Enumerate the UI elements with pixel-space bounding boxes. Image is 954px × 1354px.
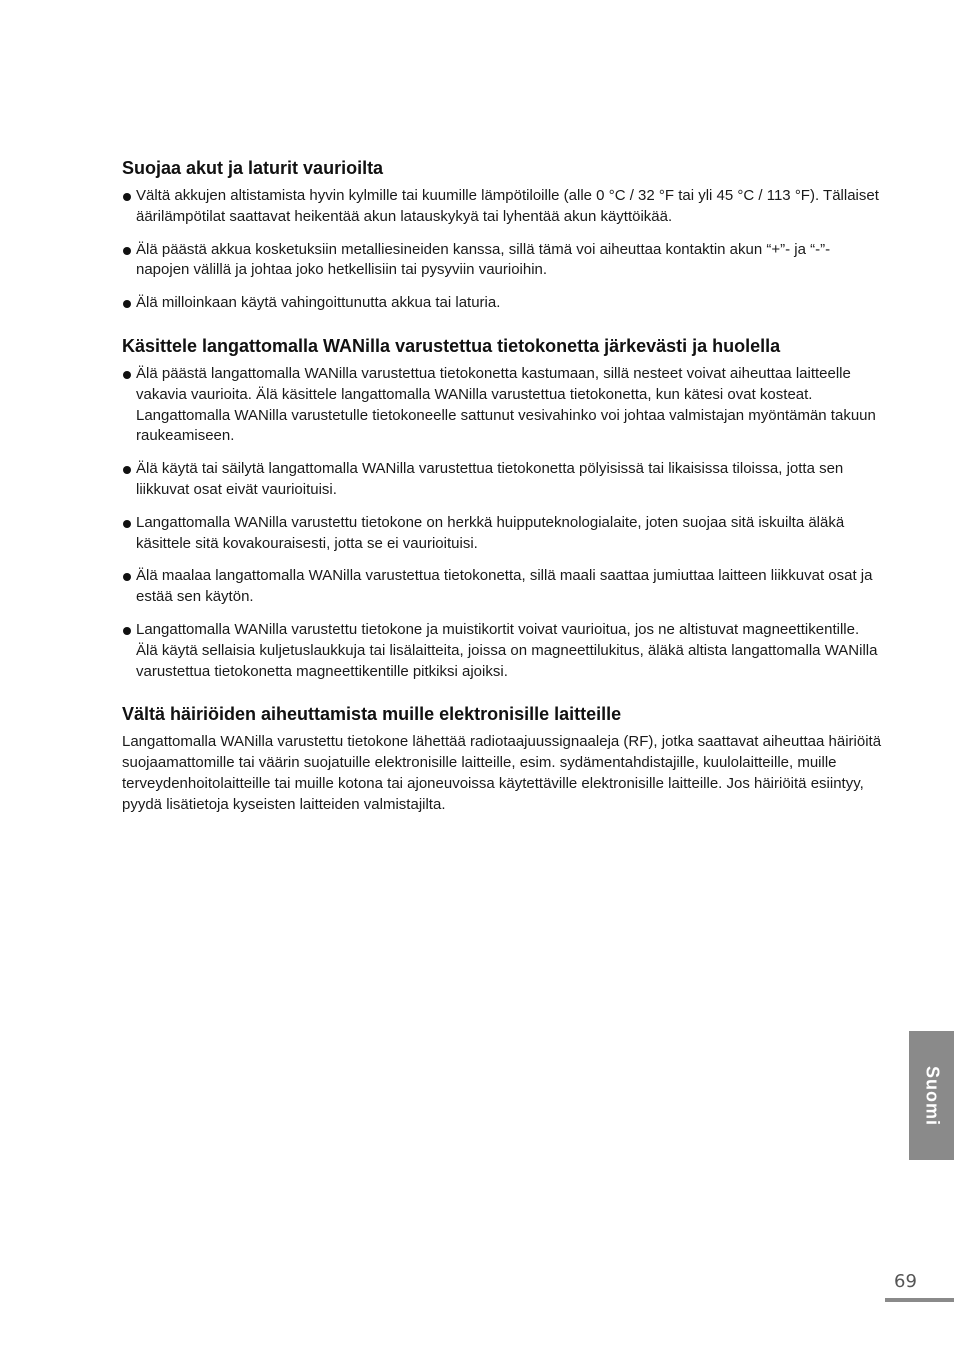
bullet-icon: [123, 520, 131, 528]
page-number-rule: [885, 1298, 954, 1302]
section-heading-batteries: Suojaa akut ja laturit vaurioilta: [122, 158, 384, 178]
bullet-icon: [123, 627, 131, 635]
list-item-text: Vältä akkujen altistamista hyvin kylmille tai kuumille lämpötiloille (alle 0 °C / 32 °F tai yli 45 °C / 113 °F). Tällaiset äärilämpötilat saattavat heikentää akun latauskykyä tai lyhentää akun käyttöikää.: [136, 187, 879, 225]
list-item: [122, 566, 882, 608]
list-item-text: Älä milloinkaan käytä vahingoittunutta akkua tai laturia.: [136, 294, 501, 312]
list-item-text: Älä päästä langattomalla WANilla varustettua tietokonetta kastumaan, sillä nesteet voivat aiheuttaa laitteelle vakavia vaurioita. Älä käsittele langattomalla WANilla varustettua tietokonetta, kun kätesi ovat kosteat. Langattomalla WANilla varustetulle tietokoneelle sattunut vesivahinko voi johtaa valmistajan myöntämän takuun raukeamiseen.: [136, 364, 876, 445]
document-body: [122, 156, 882, 816]
list-item: [122, 240, 882, 282]
list-item: [122, 293, 882, 314]
page-number: 69: [894, 1271, 917, 1292]
bullet-icon: [123, 371, 131, 379]
list-item: [122, 620, 882, 682]
bullet-list-wan-care: [122, 364, 882, 682]
language-tab: [909, 1031, 954, 1160]
list-item-text: Älä päästä akkua kosketuksiin metalliesineiden kanssa, sillä tämä voi aiheuttaa kontaktin akun “+”- ja “-”-napojen välillä ja johtaa joko hetkellisiin tai pysyviin vaurioihin.: [136, 240, 831, 279]
bullet-icon: [123, 300, 131, 308]
bullet-icon: [123, 573, 131, 581]
section-heading-wan-care: Käsittele langattomalla WANilla varustettua tietokonetta järkevästi ja huolella: [122, 335, 781, 356]
list-item-text: Langattomalla WANilla varustettu tietokone ja muistikortit voivat vaurioitua, jos ne altistuvat magneettikentille. Älä käytä sellaisia kuljetuslaukkuja tai lisälaitteita, joissa on magneettilukitus, äläkä altista langattomalla WANilla varustettua tietokonetta magneettikentille pitkiksi ajoiksi.: [136, 620, 878, 680]
bullet-icon: [123, 466, 131, 474]
section-heading-interference: Vältä häiriöiden aiheuttamista muille elektronisille laitteille: [122, 704, 622, 725]
language-tab-label: Suomi: [922, 1065, 942, 1126]
list-item: [122, 459, 882, 501]
list-item-text: Langattomalla WANilla varustettu tietokone on herkkä huipputeknologialaite, joten suojaa sitä iskuilta äläkä käsittele sitä kovakouraisesti, jotta se ei vaurioituisi.: [136, 513, 845, 552]
bullet-icon: [123, 193, 131, 201]
list-item: [122, 364, 882, 447]
list-item-text: Älä käytä tai säilytä langattomalla WANilla varustettua tietokonetta pölyisissä tai likaisissa tiloissa, jotta sen liikkuvat osat eivät vaurioituisi.: [136, 460, 844, 498]
bullet-icon: [123, 247, 131, 255]
bullet-list-batteries: [122, 186, 882, 314]
list-item: [122, 513, 882, 555]
list-item: [122, 186, 882, 228]
interference-paragraph: Langattomalla WANilla varustettu tietokone lähettää radiotaajuussignaaleja (RF), jotka saattavat aiheuttaa häiriöitä suojaamattomille tai väärin suojatuille elektronisille laitteille, esim. sydämentahdistajille, kuulolaitteille, muille terveydenhoitolaitteille tai muille kotona tai ajoneuvoissa käytettäville elektronisille laitteille. Jos häiriöitä esiintyy, pyydä lisätietoja kyseisten laitteiden valmistajilta.: [122, 733, 882, 813]
list-item-text: Älä maalaa langattomalla WANilla varustettua tietokonetta, sillä maali saattaa jumiuttaa laitteen liikkuvat osat ja estää sen käytön.: [136, 567, 873, 606]
